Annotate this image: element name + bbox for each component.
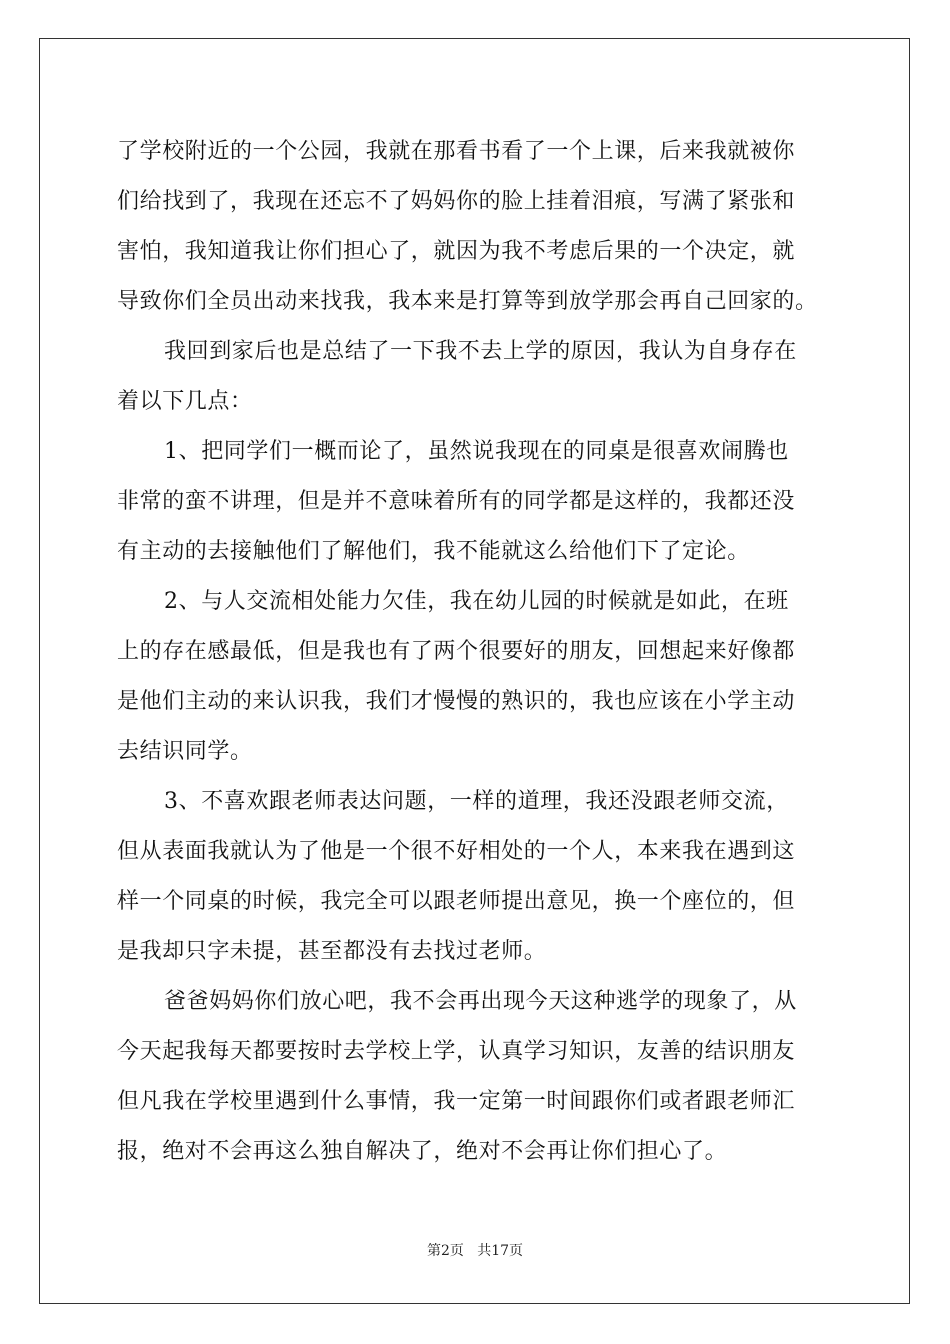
text-line: 们给找到了，我现在还忘不了妈妈你的脸上挂着泪痕，写满了紧张和	[117, 189, 796, 214]
text-line: 去结识同学。	[117, 739, 253, 764]
text-line: 了学校附近的一个公园，我就在那看书看了一个上课，后来我就被你	[117, 139, 796, 164]
text-line: 我回到家后也是总结了一下我不去上学的原因，我认为自身存在	[164, 339, 797, 364]
text-line: 1、把同学们一概而论了，虽然说我现在的同桌是很喜欢闹腾也	[164, 439, 789, 464]
text-line: 但凡我在学校里遇到什么事情，我一定第一时间跟你们或者跟老师汇	[117, 1089, 796, 1114]
text-line: 有主动的去接触他们了解他们，我不能就这么给他们下了定论。	[117, 539, 750, 564]
text-line: 是他们主动的来认识我，我们才慢慢的熟识的，我也应该在小学主动	[117, 689, 796, 714]
text-line: 报，绝对不会再这么独自解决了，绝对不会再让你们担心了。	[117, 1139, 728, 1164]
text-line: 导致你们全员出动来找我，我本来是打算等到放学那会再自己回家的。	[117, 289, 818, 314]
text-line: 样一个同桌的时候，我完全可以跟老师提出意见，换一个座位的，但	[117, 889, 796, 914]
document-body	[117, 127, 839, 1177]
text-line: 3、不喜欢跟老师表达问题，一样的道理，我还没跟老师交流，	[164, 789, 789, 814]
text-line: 害怕，我知道我让你们担心了，就因为我不考虑后果的一个决定，就	[117, 239, 796, 264]
page-number-footer: 第2页 共17页	[426, 1243, 524, 1259]
text-line: 是我却只字未提，甚至都没有去找过老师。	[117, 939, 547, 964]
text-line: 今天起我每天都要按时去学校上学，认真学习知识，友善的结识朋友	[117, 1039, 796, 1064]
text-line: 着以下几点：	[117, 389, 253, 414]
text-line: 但从表面我就认为了他是一个很不好相处的一个人，本来我在遇到这	[117, 839, 796, 864]
text-line: 爸爸妈妈你们放心吧，我不会再出现今天这种逃学的现象了，从	[164, 989, 797, 1014]
text-line: 2、与人交流相处能力欠佳，我在幼儿园的时候就是如此，在班	[164, 589, 789, 614]
text-line: 非常的蛮不讲理，但是并不意味着所有的同学都是这样的，我都还没	[117, 489, 796, 514]
text-line: 上的存在感最低，但是我也有了两个很要好的朋友，回想起来好像都	[117, 639, 796, 664]
